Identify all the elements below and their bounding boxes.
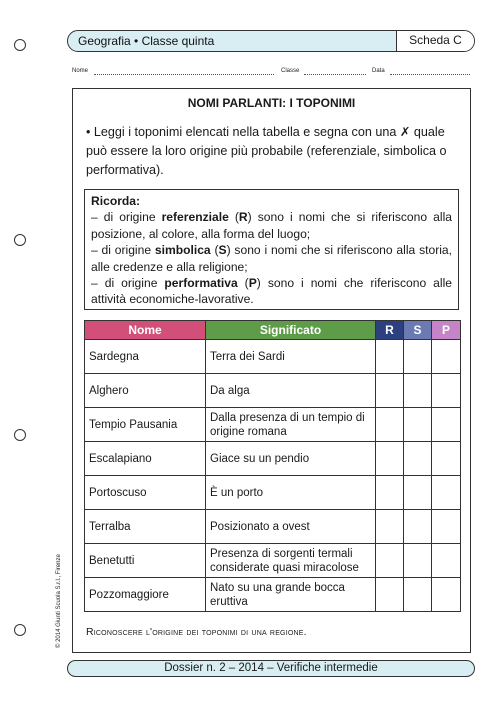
row-significato: Nato su una grande bocca eruttiva [206, 578, 376, 612]
data-field[interactable] [390, 74, 470, 75]
checkbox-s[interactable] [404, 578, 432, 612]
header-r: R [376, 321, 404, 340]
checkbox-s[interactable] [404, 476, 432, 510]
row-nome: Tempio Pausania [85, 408, 206, 442]
nome-field[interactable] [94, 74, 274, 75]
checkbox-p[interactable] [432, 340, 461, 374]
table-header-row [85, 321, 461, 340]
checkbox-p[interactable] [432, 374, 461, 408]
table-row [85, 476, 461, 510]
instruction-text: • Leggi i toponimi elencati nella tabella e segna con una ✗ quale può essere la loro origine più probabile (referenziale, simbolica o performativa). [86, 125, 447, 177]
row-significato: Da alga [206, 374, 376, 408]
row-significato: Posizionato a ovest [206, 510, 376, 544]
copyright-notice: © 2014 Giunti Scuola S.r.l., Firenze [56, 554, 62, 648]
row-nome: Sardegna [85, 340, 206, 374]
checkbox-s[interactable] [404, 544, 432, 578]
row-nome: Pozzomaggiore [85, 578, 206, 612]
ricorda-line-performativa: – di origine performativa (P) sono i nomi che riferiscono alle attività economiche-lavorative. [91, 276, 452, 307]
checkbox-r[interactable] [376, 510, 404, 544]
table-row [85, 510, 461, 544]
table-row [85, 340, 461, 374]
row-nome: Benetutti [85, 544, 206, 578]
checkbox-s[interactable] [404, 374, 432, 408]
checkbox-s[interactable] [404, 408, 432, 442]
checkbox-p[interactable] [432, 476, 461, 510]
table-row [85, 442, 461, 476]
checkbox-r[interactable] [376, 476, 404, 510]
data-label: Data [372, 68, 385, 74]
row-nome: Terralba [85, 510, 206, 544]
checkbox-p[interactable] [432, 408, 461, 442]
binder-hole-2 [14, 234, 26, 246]
table-row [85, 544, 461, 578]
binder-hole-3 [14, 429, 26, 441]
checkbox-r[interactable] [376, 408, 404, 442]
binder-hole-4 [14, 624, 26, 636]
checkbox-p[interactable] [432, 544, 461, 578]
checkbox-s[interactable] [404, 442, 432, 476]
ricorda-box [84, 189, 459, 310]
table-row [85, 578, 461, 612]
header-banner [67, 30, 475, 52]
toponimi-table [84, 320, 461, 612]
checkbox-r[interactable] [376, 442, 404, 476]
header-nome: Nome [85, 321, 206, 340]
row-significato: È un porto [206, 476, 376, 510]
learning-objective: Riconoscere l'origine dei toponimi di una regione. [86, 626, 307, 638]
checkbox-r[interactable] [376, 578, 404, 612]
header-p: P [432, 321, 461, 340]
checkbox-s[interactable] [404, 340, 432, 374]
row-significato: Giace su un pendio [206, 442, 376, 476]
ricorda-line-referenziale: – di origine referenziale (R) sono i nomi che si riferiscono alla posizione, al colore, alla forma del luogo; [91, 210, 452, 241]
binder-hole-1 [14, 39, 26, 51]
row-nome: Alghero [85, 374, 206, 408]
table-row [85, 408, 461, 442]
header-significato: Significato [206, 321, 376, 340]
row-significato: Dalla presenza di un tempio di origine romana [206, 408, 376, 442]
table-row [85, 374, 461, 408]
checkbox-p[interactable] [432, 510, 461, 544]
checkbox-r[interactable] [376, 374, 404, 408]
checkbox-p[interactable] [432, 578, 461, 612]
sheet-label: Scheda C [396, 31, 474, 51]
checkbox-p[interactable] [432, 442, 461, 476]
ricorda-line-simbolica: – di origine simbolica (S) sono i nomi che si riferiscono alla storia, alle credenze e alla religione; [91, 243, 452, 274]
row-nome: Portoscuso [85, 476, 206, 510]
row-significato: Terra dei Sardi [206, 340, 376, 374]
subject-label: Geografia • Classe quinta [78, 34, 215, 48]
row-nome: Escalapiano [85, 442, 206, 476]
classe-label: Classe [281, 68, 300, 74]
checkbox-s[interactable] [404, 510, 432, 544]
footer-banner: Dossier n. 2 – 2014 – Verifiche intermedie [67, 660, 475, 677]
worksheet-title: NOMI PARLANTI: I TOPONIMI [187, 96, 356, 110]
checkbox-r[interactable] [376, 340, 404, 374]
ricorda-title: Ricorda: [91, 194, 141, 208]
checkbox-r[interactable] [376, 544, 404, 578]
row-significato: Presenza di sorgenti termali considerate quasi miracolose [206, 544, 376, 578]
classe-field[interactable] [304, 74, 366, 75]
nome-label: Nome [72, 68, 89, 74]
header-s: S [404, 321, 432, 340]
